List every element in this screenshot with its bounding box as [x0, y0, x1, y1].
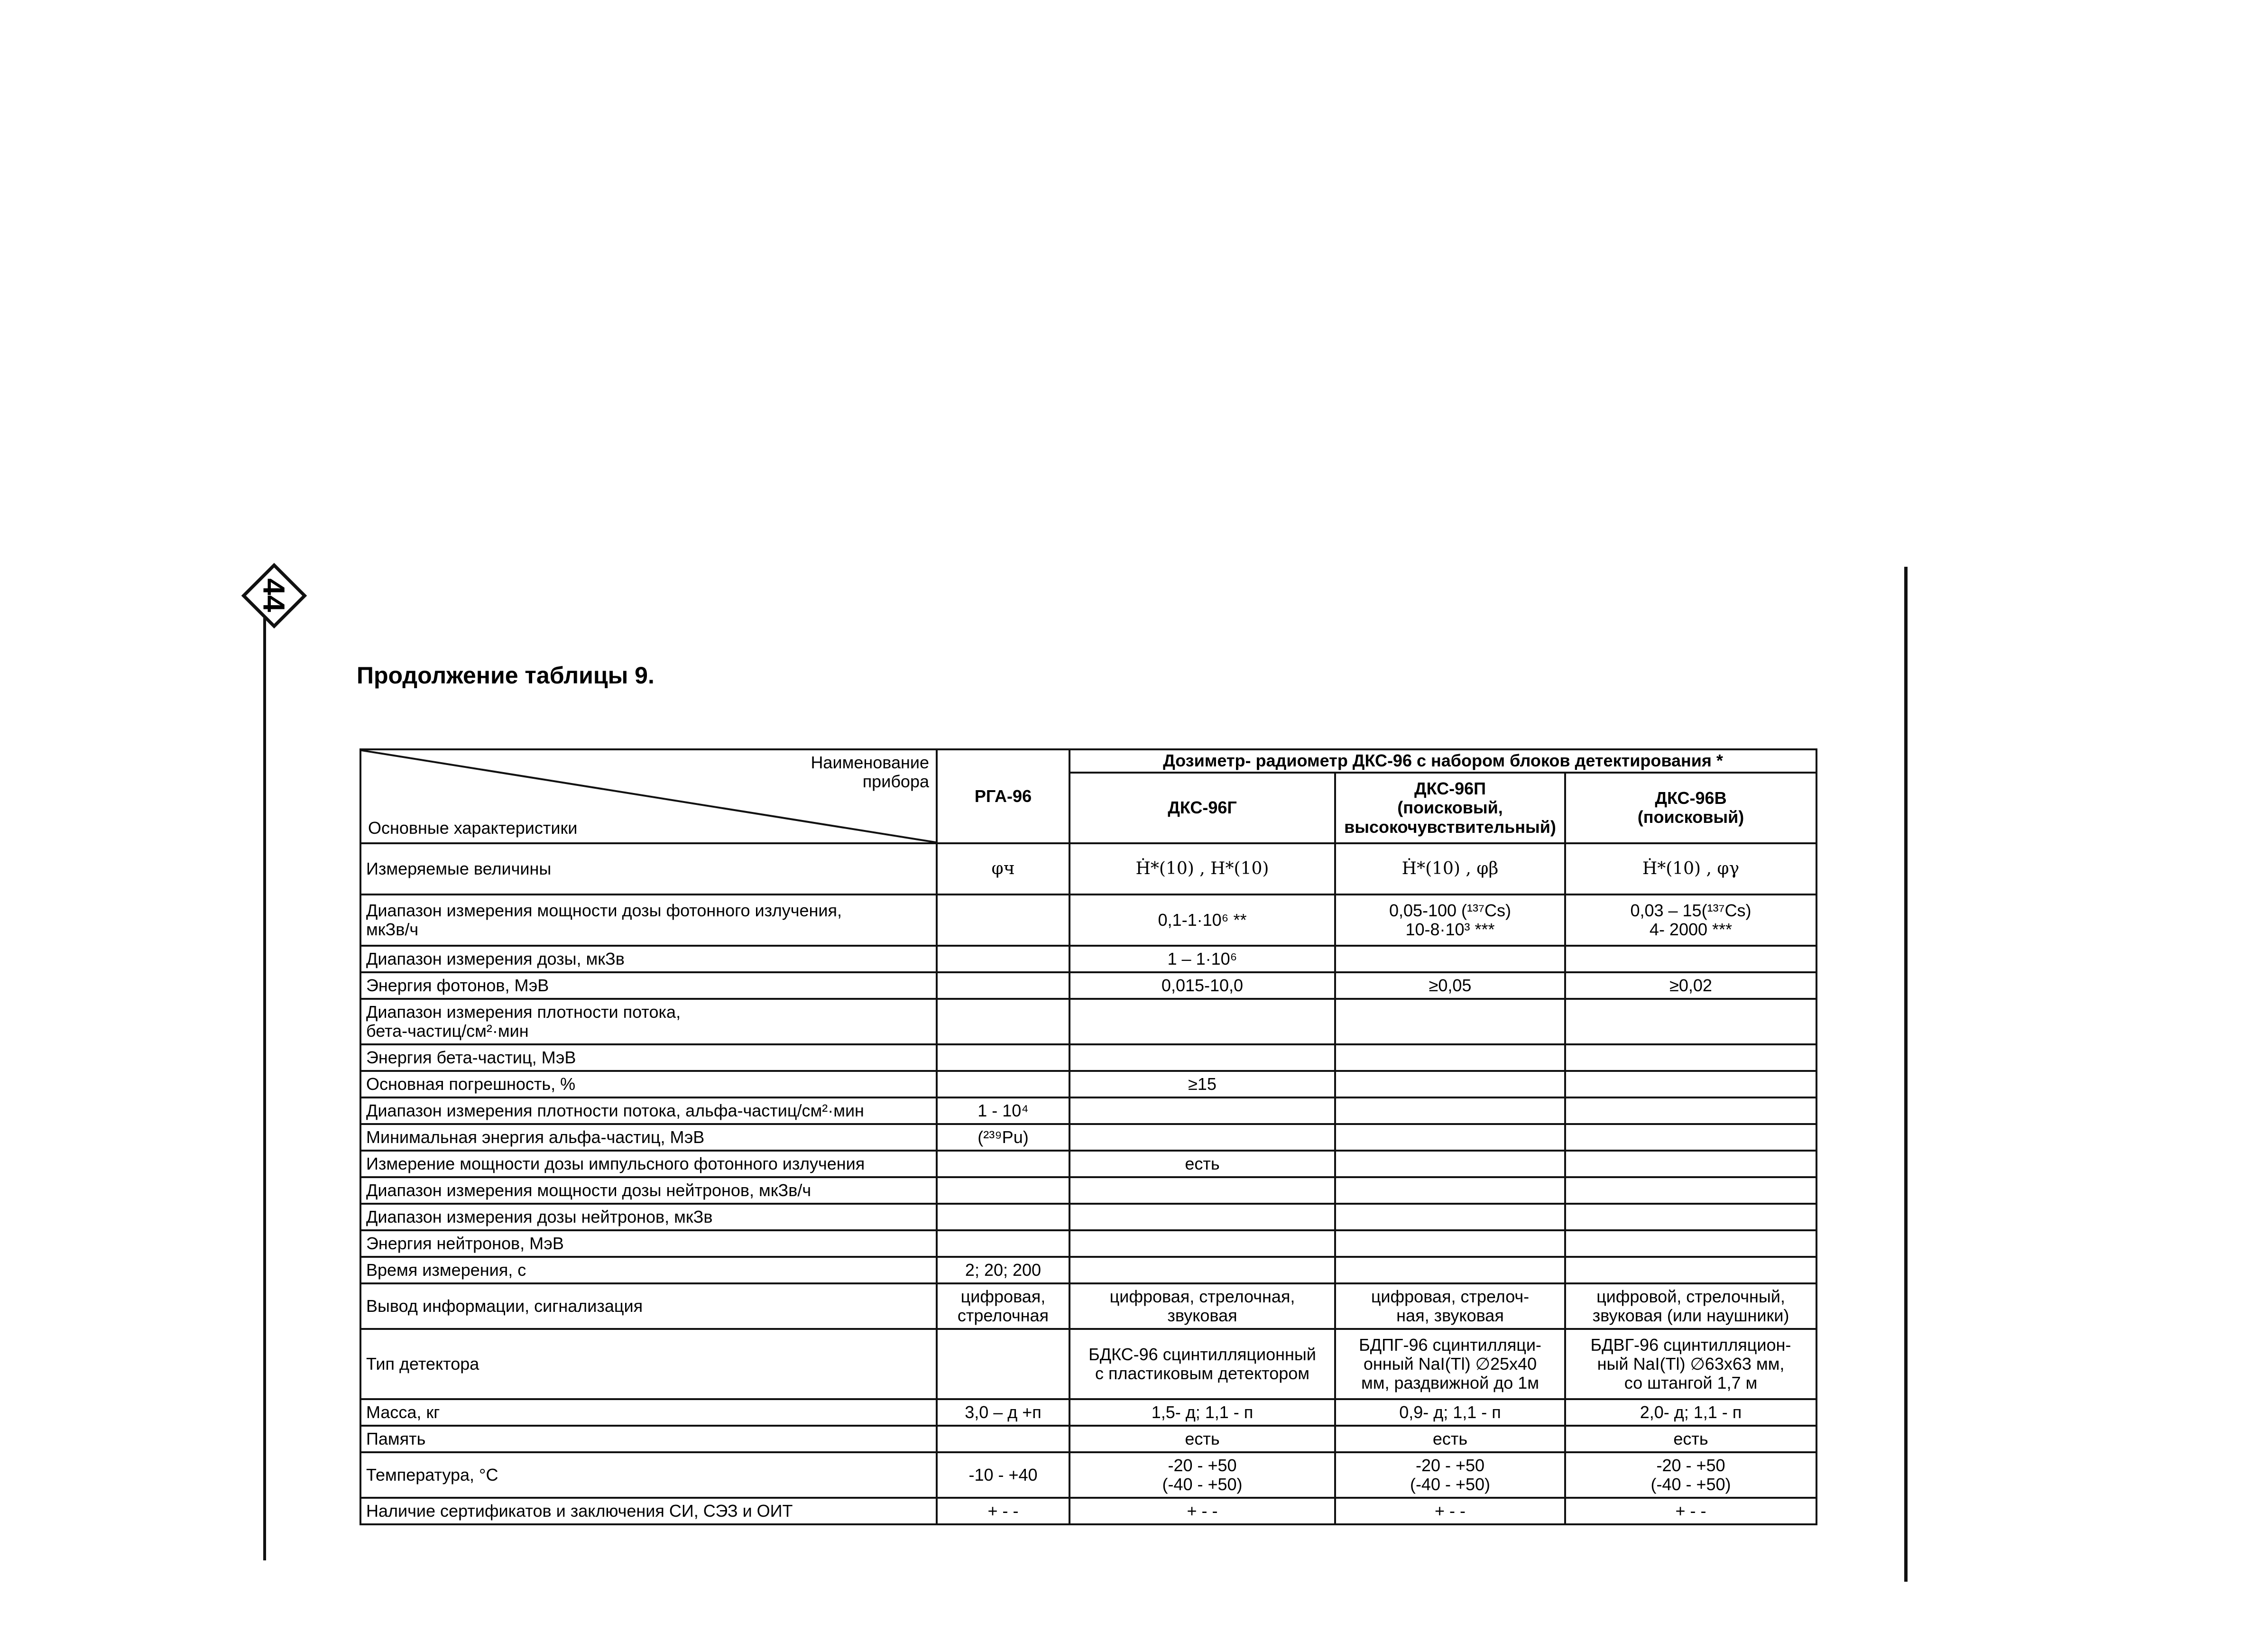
- cell-dks96v: цифровой, стрелочный, звуковая (или наушники): [1565, 1283, 1816, 1329]
- table-row: [360, 1071, 1816, 1097]
- row-label: Измеряемые величины: [360, 843, 937, 894]
- cell-rga96: [937, 1204, 1069, 1230]
- table-row: [360, 1044, 1816, 1071]
- cell-rga96: [937, 1329, 1069, 1399]
- cell-dks96v: -20 - +50 (-40 - +50): [1565, 1452, 1816, 1498]
- cell-dks96p: -20 - +50 (-40 - +50): [1335, 1452, 1565, 1498]
- table-row: [360, 1151, 1816, 1177]
- row-label: Диапазон измерения мощности дозы нейтронов, мкЗв/ч: [360, 1177, 937, 1204]
- cell-dks96v: [1565, 1230, 1816, 1257]
- cell-dks96v: [1565, 1124, 1816, 1151]
- row-label: Минимальная энергия альфа-частиц, МэВ: [360, 1124, 937, 1151]
- cell-dks96p: [1335, 1071, 1565, 1097]
- cell-dks96p: Ḣ*(10) , φβ: [1335, 843, 1565, 894]
- cell-rga96: 3,0 – д +п: [937, 1399, 1069, 1426]
- row-label: Температура, °С: [360, 1452, 937, 1498]
- cell-dks96g: 0,1-1·10⁶ **: [1069, 894, 1335, 946]
- cell-dks96v: [1565, 1204, 1816, 1230]
- cell-dks96g: есть: [1069, 1426, 1335, 1452]
- cell-dks96g: 0,015-10,0: [1069, 972, 1335, 999]
- cell-dks96v: [1565, 1097, 1816, 1124]
- cell-dks96p: + - -: [1335, 1498, 1565, 1524]
- cell-dks96g: [1069, 1257, 1335, 1283]
- cell-dks96g: [1069, 1177, 1335, 1204]
- table-row: [360, 1426, 1816, 1452]
- cell-dks96p: [1335, 999, 1565, 1044]
- cell-dks96p: [1335, 946, 1565, 972]
- table-row: [360, 1283, 1816, 1329]
- specs-table: [360, 748, 1817, 1525]
- table-row: [360, 946, 1816, 972]
- table-row: [360, 1399, 1816, 1426]
- cell-dks96p: [1335, 1124, 1565, 1151]
- row-label: Тип детектора: [360, 1329, 937, 1399]
- page-number: 44: [257, 578, 291, 612]
- cell-dks96p: цифровая, стрелоч- ная, звуковая: [1335, 1283, 1565, 1329]
- row-label: Энергия фотонов, МэВ: [360, 972, 937, 999]
- cell-dks96p: БДПГ-96 сцинтилляци- онный NaI(Tl) ∅25x40 мм, раздвижной до 1м: [1335, 1329, 1565, 1399]
- row-label: Масса, кг: [360, 1399, 937, 1426]
- row-label: Измерение мощности дозы импульсного фотонного излучения: [360, 1151, 937, 1177]
- cell-dks96g: цифровая, стрелочная, звуковая: [1069, 1283, 1335, 1329]
- header-rga96: РГА-96: [937, 749, 1069, 843]
- cell-dks96p: [1335, 1230, 1565, 1257]
- cell-dks96p: [1335, 1257, 1565, 1283]
- cell-dks96g: [1069, 999, 1335, 1044]
- cell-rga96: [937, 1071, 1069, 1097]
- cell-dks96g: Ḣ*(10) , H*(10): [1069, 843, 1335, 894]
- cell-dks96g: [1069, 1097, 1335, 1124]
- cell-dks96g: -20 - +50 (-40 - +50): [1069, 1452, 1335, 1498]
- cell-dks96g: ≥15: [1069, 1071, 1335, 1097]
- cell-dks96p: [1335, 1177, 1565, 1204]
- cell-rga96: [937, 1177, 1069, 1204]
- cell-dks96g: БДКС-96 сцинтилляционный с пластиковым детектором: [1069, 1329, 1335, 1399]
- row-label: Наличие сертификатов и заключения СИ, СЭЗ и ОИТ: [360, 1498, 937, 1524]
- table-row: [360, 1329, 1816, 1399]
- table-row: [360, 1230, 1816, 1257]
- right-margin-rule: [1904, 567, 1908, 1582]
- table-row: [360, 1177, 1816, 1204]
- table-row: [360, 972, 1816, 999]
- cell-rga96: [937, 1151, 1069, 1177]
- cell-rga96: + - -: [937, 1498, 1069, 1524]
- cell-dks96v: [1565, 1044, 1816, 1071]
- cell-rga96: -10 - +40: [937, 1452, 1069, 1498]
- row-label: Энергия бета-частиц, МэВ: [360, 1044, 937, 1071]
- cell-rga96: [937, 946, 1069, 972]
- header-dks96p: ДКС-96П (поисковый, высокочувствительный): [1335, 773, 1565, 843]
- cell-rga96: [937, 972, 1069, 999]
- row-label: Память: [360, 1426, 937, 1452]
- cell-dks96v: БДВГ-96 сцинтилляцион- ный NaI(Tl) ∅63x63 мм, со штангой 1,7 м: [1565, 1329, 1816, 1399]
- cell-dks96v: Ḣ*(10) , φγ: [1565, 843, 1816, 894]
- cell-rga96: [937, 1426, 1069, 1452]
- row-label: Диапазон измерения плотности потока, альфа-частиц/см²·мин: [360, 1097, 937, 1124]
- table-row: [360, 1498, 1816, 1524]
- table-row: [360, 999, 1816, 1044]
- cell-dks96p: 0,05-100 (¹³⁷Cs) 10-8·10³ ***: [1335, 894, 1565, 946]
- cell-dks96v: 0,03 – 15(¹³⁷Cs) 4- 2000 ***: [1565, 894, 1816, 946]
- cell-dks96g: + - -: [1069, 1498, 1335, 1524]
- cell-dks96p: [1335, 1151, 1565, 1177]
- cell-rga96: цифровая, стрелочная: [937, 1283, 1069, 1329]
- cell-dks96g: [1069, 1124, 1335, 1151]
- cell-dks96p: 0,9- д; 1,1 - п: [1335, 1399, 1565, 1426]
- table-row: [360, 1452, 1816, 1498]
- cell-dks96v: [1565, 1257, 1816, 1283]
- cell-dks96v: ≥0,02: [1565, 972, 1816, 999]
- table-row: [360, 1097, 1816, 1124]
- cell-dks96p: ≥0,05: [1335, 972, 1565, 999]
- row-label: Диапазон измерения плотности потока, бета-частиц/см²·мин: [360, 999, 937, 1044]
- row-label: Время измерения, с: [360, 1257, 937, 1283]
- header-dks96-group: Дозиметр- радиометр ДКС-96 с набором блоков детектирования *: [1069, 749, 1816, 773]
- cell-dks96v: [1565, 1071, 1816, 1097]
- cell-rga96: 2; 20; 200: [937, 1257, 1069, 1283]
- table-row: [360, 1124, 1816, 1151]
- cell-rga96: φч: [937, 843, 1069, 894]
- cell-rga96: [937, 894, 1069, 946]
- cell-dks96p: [1335, 1097, 1565, 1124]
- diagonal-header-cell: [360, 749, 937, 843]
- table-row: [360, 894, 1816, 946]
- cell-dks96g: [1069, 1204, 1335, 1230]
- table-caption: Продолжение таблицы 9.: [357, 662, 655, 689]
- cell-rga96: (²³⁹Pu): [937, 1124, 1069, 1151]
- cell-dks96v: 2,0- д; 1,1 - п: [1565, 1399, 1816, 1426]
- cell-dks96g: [1069, 1044, 1335, 1071]
- cell-dks96p: [1335, 1044, 1565, 1071]
- cell-dks96v: [1565, 999, 1816, 1044]
- cell-dks96v: [1565, 1177, 1816, 1204]
- cell-dks96p: есть: [1335, 1426, 1565, 1452]
- left-margin-rule: [263, 612, 266, 1560]
- table-row: [360, 1257, 1816, 1283]
- cell-dks96v: есть: [1565, 1426, 1816, 1452]
- header-instrument-name: Наименование прибора: [811, 753, 929, 792]
- cell-rga96: [937, 1044, 1069, 1071]
- table-row: [360, 1204, 1816, 1230]
- cell-dks96g: [1069, 1230, 1335, 1257]
- header-main-characteristics: Основные характеристики: [368, 818, 578, 838]
- cell-rga96: [937, 1230, 1069, 1257]
- row-label: Диапазон измерения дозы, мкЗв: [360, 946, 937, 972]
- cell-dks96p: [1335, 1204, 1565, 1230]
- row-label: Энергия нейтронов, МэВ: [360, 1230, 937, 1257]
- cell-dks96v: [1565, 1151, 1816, 1177]
- table-row: [360, 843, 1816, 894]
- cell-dks96v: + - -: [1565, 1498, 1816, 1524]
- row-label: Основная погрешность, %: [360, 1071, 937, 1097]
- cell-dks96g: есть: [1069, 1151, 1335, 1177]
- row-label: Вывод информации, сигнализация: [360, 1283, 937, 1329]
- header-dks96v: ДКС-96В (поисковый): [1565, 773, 1816, 843]
- cell-rga96: [937, 999, 1069, 1044]
- header-row-1: [360, 749, 1816, 773]
- cell-rga96: 1 - 10⁴: [937, 1097, 1069, 1124]
- cell-dks96g: 1 – 1·10⁶: [1069, 946, 1335, 972]
- row-label: Диапазон измерения дозы нейтронов, мкЗв: [360, 1204, 937, 1230]
- cell-dks96v: [1565, 946, 1816, 972]
- cell-dks96g: 1,5- д; 1,1 - п: [1069, 1399, 1335, 1426]
- row-label: Диапазон измерения мощности дозы фотонного излучения, мкЗв/ч: [360, 894, 937, 946]
- header-dks96g: ДКС-96Г: [1069, 773, 1335, 843]
